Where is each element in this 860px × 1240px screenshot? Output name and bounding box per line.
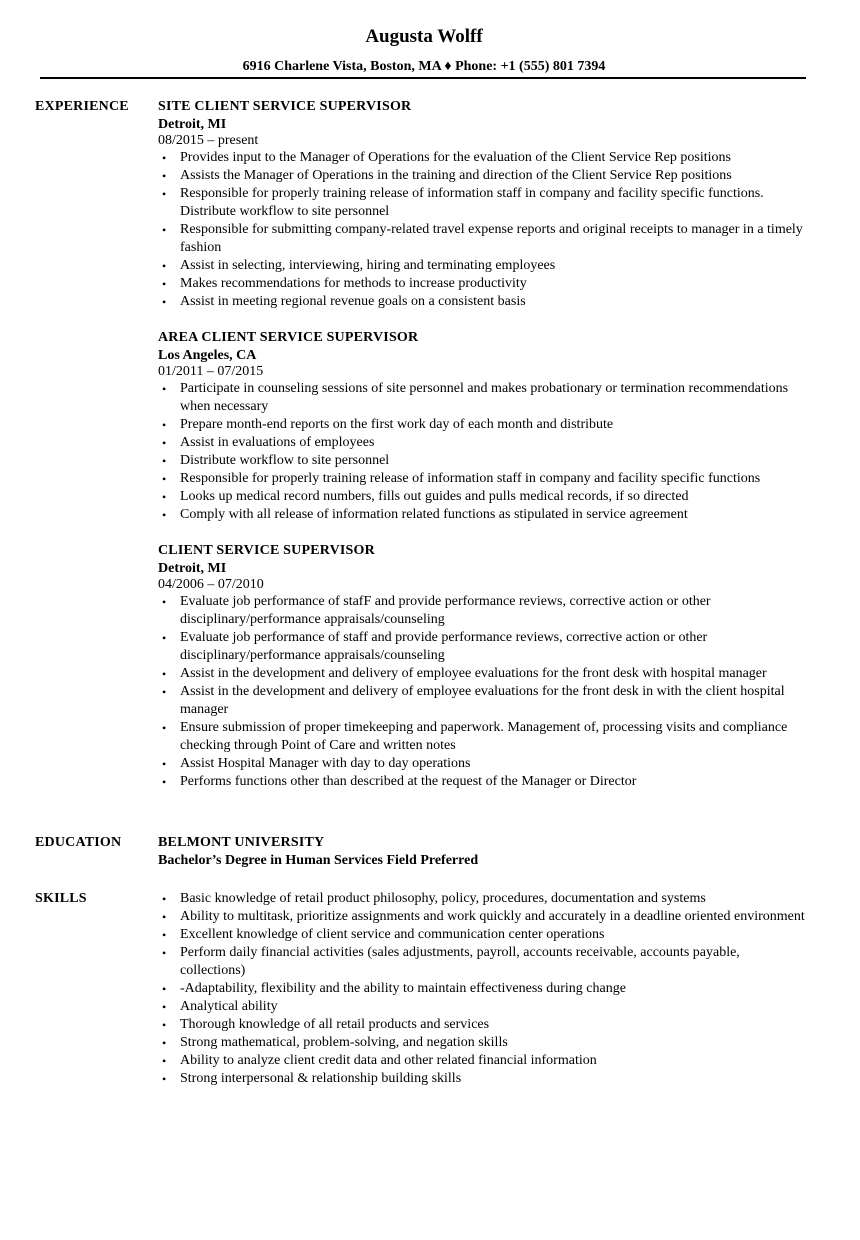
bullet-icon: • [162, 295, 167, 309]
school-name: BELMONT UNIVERSITY [158, 835, 325, 850]
bullet-icon: • [162, 151, 167, 165]
bullet-icon: • [162, 490, 167, 504]
bullet-icon: • [162, 721, 167, 735]
education-heading: EDUCATION [35, 835, 122, 850]
bullet-icon: • [162, 928, 167, 942]
bullet-icon: • [162, 223, 167, 237]
bullet-icon: • [162, 595, 167, 609]
bullet-icon: • [162, 169, 167, 183]
bullet-icon: • [162, 1036, 167, 1050]
list-item: • Thorough knowledge of all retail products and services [162, 1017, 490, 1032]
list-item: • Ability to multitask, prioritize assignments and work quickly and accurately in a deadline oriented environment [162, 909, 805, 924]
job-entry [158, 98, 808, 311]
skills-body [158, 890, 808, 1088]
job-entry [158, 542, 808, 791]
bullet-icon: • [162, 436, 167, 450]
list-item: • Responsible for properly training release of information staff in company and facility specific functions [162, 471, 761, 486]
job-title: CLIENT SERVICE SUPERVISOR [158, 543, 375, 558]
job-title: AREA CLIENT SERVICE SUPERVISOR [158, 330, 419, 345]
list-item: • Analytical ability [162, 999, 278, 1014]
list-item: • Assists the Manager of Operations in the training and direction of the Client Service Rep positions [162, 168, 732, 183]
bullet-icon: • [162, 472, 167, 486]
bullet-icon: • [162, 1018, 167, 1032]
bullet-icon: • [162, 454, 167, 468]
list-item: • Evaluate job performance of staff and provide performance reviews, corrective action or other disciplinary/performance appraisals/counseling [162, 630, 708, 663]
job-title: SITE CLIENT SERVICE SUPERVISOR [158, 99, 412, 114]
job-dates: 01/2011 – 07/2015 [158, 364, 264, 379]
degree: Bachelor’s Degree in Human Services Field Preferred [158, 853, 479, 868]
list-item: • Makes recommendations for methods to increase productivity [162, 276, 527, 291]
education-body [158, 834, 808, 869]
bullet-icon: • [162, 1054, 167, 1068]
list-item: • Looks up medical record numbers, fills out guides and pulls medical records, if so directed [162, 489, 689, 504]
list-item: • Basic knowledge of retail product philosophy, policy, procedures, documentation and systems [162, 891, 706, 906]
list-item: • Participate in counseling sessions of site personnel and makes probationary or termination recommendations when necessary [162, 381, 789, 414]
list-item: • Responsible for submitting company-related travel expense reports and original receipts to manager in a timely fashion [162, 222, 803, 255]
list-item: • Excellent knowledge of client service and communication center operations [162, 927, 605, 942]
list-item: • Strong mathematical, problem-solving, and negation skills [162, 1035, 508, 1050]
bullet-icon: • [162, 757, 167, 771]
list-item: • Assist in the development and delivery of employee evaluations for the front desk with hospital manager [162, 666, 767, 681]
bullet-icon: • [162, 946, 167, 960]
bullet-icon: • [162, 631, 167, 645]
list-item: • Ensure submission of proper timekeeping and paperwork. Management of, processing visits and compliance checking through Point of Care and written notes [162, 720, 788, 753]
experience-list [158, 98, 808, 809]
bullet-icon: • [162, 277, 167, 291]
experience-heading: EXPERIENCE [35, 99, 129, 114]
skills-list [158, 890, 808, 1088]
bullet-icon: • [162, 775, 167, 789]
job-entry [158, 329, 808, 524]
job-duties [158, 593, 808, 791]
bullet-icon: • [162, 982, 167, 996]
job-location: Detroit, MI [158, 561, 227, 576]
list-item: • Evaluate job performance of stafF and provide performance reviews, corrective action or other disciplinary/performance appraisals/counseling [162, 594, 711, 627]
bullet-icon: • [162, 910, 167, 924]
contact-line: 6916 Charlene Vista, Boston, MA ♦ Phone: +1 (555) 801 7394 [242, 59, 606, 74]
bullet-icon: • [162, 667, 167, 681]
list-item: • Ability to analyze client credit data and other related financial information [162, 1053, 597, 1068]
candidate-name: Augusta Wolff [365, 26, 483, 47]
list-item: • -Adaptability, flexibility and the ability to maintain effectiveness during change [162, 981, 626, 996]
list-item: • Responsible for properly training release of information staff in company and facility specific functions. Distribute workflow to site personnel [162, 186, 764, 219]
list-item: • Assist in meeting regional revenue goals on a consistent basis [162, 294, 526, 309]
list-item: • Assist in evaluations of employees [162, 435, 375, 450]
list-item: • Assist in the development and delivery of employee evaluations for the front desk in with the client hospital manager [162, 684, 785, 717]
bullet-icon: • [162, 1072, 167, 1086]
job-location: Detroit, MI [158, 117, 227, 132]
header-divider [40, 77, 806, 79]
job-dates: 04/2006 – 07/2010 [158, 577, 264, 592]
list-item: • Distribute workflow to site personnel [162, 453, 390, 468]
job-dates: 08/2015 – present [158, 133, 259, 148]
bullet-icon: • [162, 187, 167, 201]
list-item: • Perform daily financial activities (sales adjustments, payroll, accounts receivable, accounts payable, collections) [162, 945, 740, 978]
skills-heading: SKILLS [35, 891, 87, 906]
job-duties [158, 380, 808, 524]
list-item: • Assist Hospital Manager with day to day operations [162, 756, 471, 771]
bullet-icon: • [162, 382, 167, 396]
list-item: • Prepare month-end reports on the first work day of each month and distribute [162, 417, 614, 432]
bullet-icon: • [162, 685, 167, 699]
list-item: • Performs functions other than described at the request of the Manager or Director [162, 774, 637, 789]
list-item: • Provides input to the Manager of Operations for the evaluation of the Client Service Rep positions [162, 150, 731, 165]
list-item: • Comply with all release of information related functions as stipulated in service agreement [162, 507, 688, 522]
job-duties [158, 149, 808, 311]
bullet-icon: • [162, 259, 167, 273]
bullet-icon: • [162, 892, 167, 906]
bullet-icon: • [162, 508, 167, 522]
bullet-icon: • [162, 1000, 167, 1014]
list-item: • Strong interpersonal & relationship building skills [162, 1071, 462, 1086]
job-location: Los Angeles, CA [158, 348, 257, 363]
bullet-icon: • [162, 418, 167, 432]
list-item: • Assist in selecting, interviewing, hiring and terminating employees [162, 258, 556, 273]
